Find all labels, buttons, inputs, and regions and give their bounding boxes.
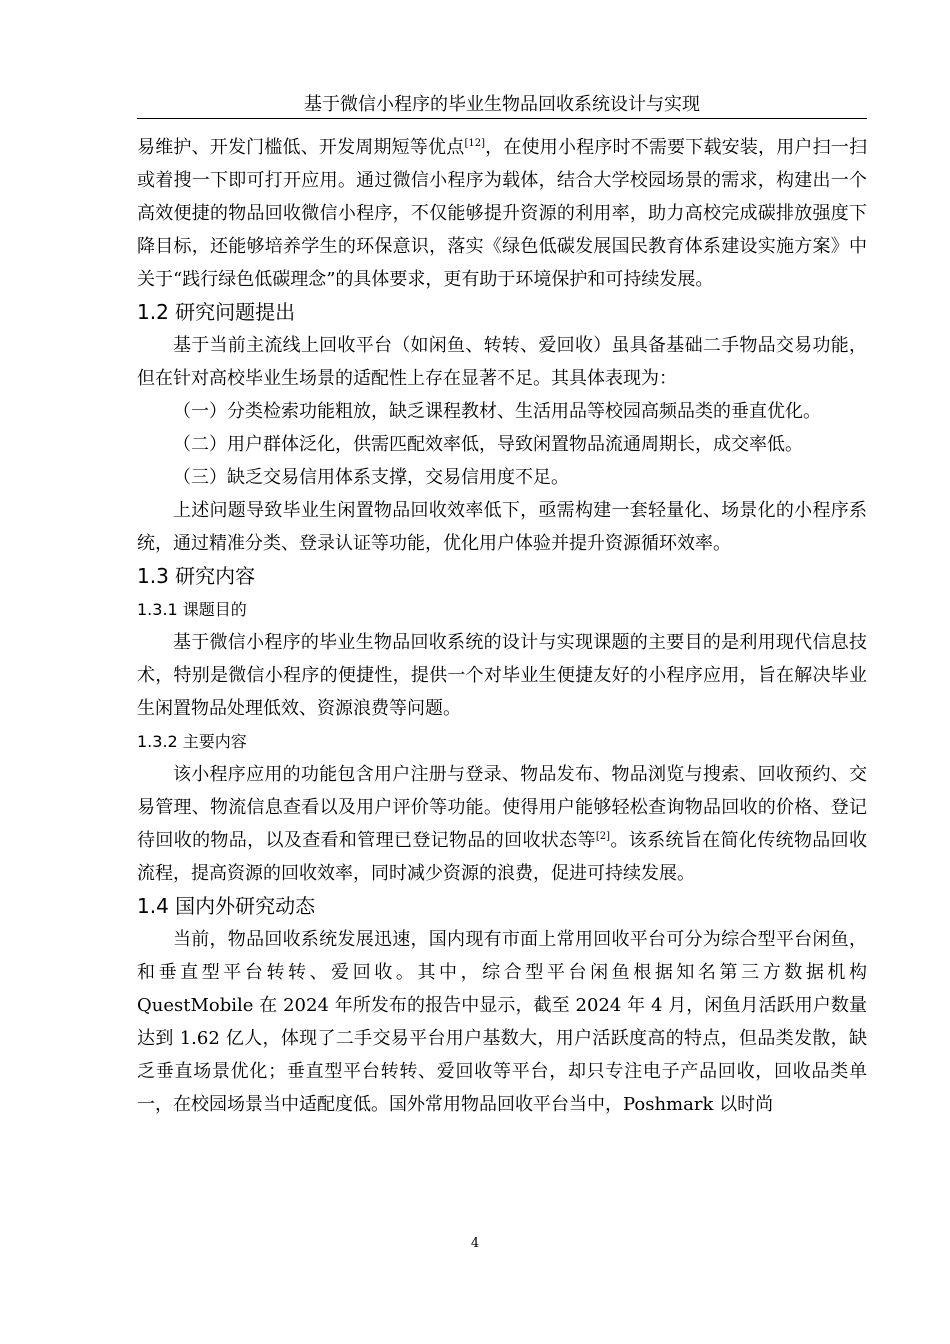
header-rule [137,118,867,119]
paragraph-main-content [137,758,867,890]
paragraph-text: 易维护、开发门槛低、开发周期短等优点 [137,137,465,158]
problem-item-3: （三）缺乏交易信用体系支撑，交易信用度不足。 [173,467,569,488]
paragraph-text: 。该系统旨在简化传统物品回收流程，提高资源的回收效率，同时减少资源的浪费，促进可持续发展。 [137,830,868,884]
section-heading-1-4: 1.4 国内外研究动态 [137,894,316,918]
paragraph-text: 该小程序应用的功能包含用户注册与登录、物品发布、物品浏览与搜索、回收预约、交易管理、物流信息查看以及用户评价等功能。使得用户能够轻松查询物品回收的价格、登记待回收的物品，以及查看和管理已登记物品的回收状态等 [137,764,867,851]
paragraph-intro-continued [137,131,867,296]
paragraph-problem-summary: 上述问题导致毕业生闲置物品回收效率低下，亟需构建一套轻量化、场景化的小程序系统，通过精准分类、登录认证等功能，优化用户体验并提升资源循环效率。 [137,500,867,554]
section-heading-1-3: 1.3 研究内容 [137,564,256,588]
section-heading-1-2: 1.2 研究问题提出 [137,300,296,324]
page-number: 4 [470,1236,480,1251]
subsection-heading-1-3-2: 1.3.2 主要内容 [137,732,247,751]
paragraph-text: ，在使用小程序时不需要下载安装，用户扫一扫或着搜一下即可打开应用。通过微信小程序为载体，结合大学校园场景的需求，构建出一个高效便捷的物品回收微信小程序，不仅能够提升资源的利用率，助力高校完成碳排放强度下降目标，还能够培养学生的环保意识，落实《绿色低碳发展国民教育体系建设实施方案》中关于“践行绿色低碳理念”的具体要求，更有助于环境保护和可持续发展。 [137,137,868,290]
problem-item-1: （一）分类检索功能粗放，缺乏课程教材、生活用品等校园高频品类的垂直优化。 [173,401,821,422]
paragraph-problem-intro: 基于当前主流线上回收平台（如闲鱼、转转、爱回收）虽具备基础二手物品交易功能，但在针对高校毕业生场景的适配性上存在显著不足。其具体表现为： [137,335,867,389]
problem-item-2: （二）用户群体泛化，供需匹配效率低，导致闲置物品流通周期长，成交率低。 [173,434,803,455]
paragraph-purpose: 基于微信小程序的毕业生物品回收系统的设计与实现课题的主要目的是利用现代信息技术，特别是微信小程序的便捷性，提供一个对毕业生便捷友好的小程序应用，旨在解决毕业生闲置物品处理低效、资源浪费等问题。 [137,632,867,719]
page-body [137,131,867,1121]
citation-12: [12] [464,138,485,149]
citation-2: [2] [595,831,611,842]
paragraph-research-status: 当前，物品回收系统发展迅速，国内现有市面上常用回收平台可分为综合型平台闲鱼，和垂直型平台转转、爱回收。其中，综合型平台闲鱼根据知名第三方数据机构 QuestMobile 在 2024 年所发布的报告中显示，截至 2024 年 4 月，闲鱼月活跃用户数量达到 1.62 亿人，体现了二手交易平台用户基数大，用户活跃度高的特点，但品类发散，缺乏垂直场景优化；垂直型平台转转、爱回收等平台，却只专注电子产品回收，回收品类单一，在校园场景当中适配度低。国外常用物品回收平台当中，Poshmark 以时尚 [137,929,867,1115]
subsection-heading-1-3-1: 1.3.1 课题目的 [137,600,247,619]
running-header: 基于微信小程序的毕业生物品回收系统设计与实现 [304,94,700,115]
